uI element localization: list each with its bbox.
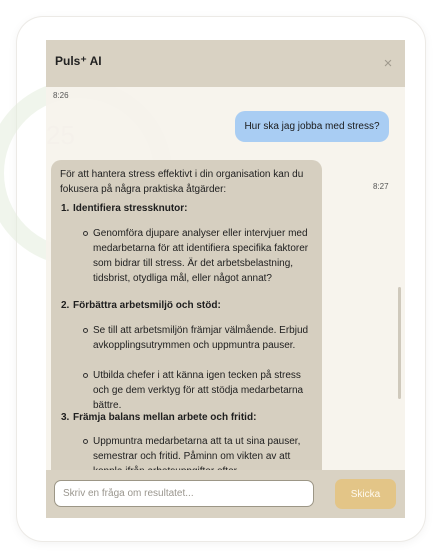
step-colon: : [184,203,188,214]
chat-input-bar [46,470,405,518]
send-button[interactable]: Skicka [335,479,396,509]
step-3-bullet-1: Uppmuntra medarbetarna att ta ut sina pauser, semestrar och fritid. Påminn om vikten av att [93,434,318,479]
step-title: Främja balans mellan arbete och fritid [73,412,254,423]
step-title: Förbättra arbetsmiljö och stöd [73,300,218,311]
chat-header [46,40,405,87]
chat-title: Puls⁺ AI [55,54,102,68]
step-number: 3. [61,412,70,423]
step-1-bullet-1: Genomföra djupare analyser eller intervjuer med medarbetarna för att identifiera specifika faktorer som bidrar till stress. Är det arbetsbelastning, tidsbrist, otydliga mål, eller något annat? [93,226,318,286]
step-colon: : [217,300,221,311]
chat-panel [46,40,405,518]
message-scrollbar[interactable] [398,287,401,399]
close-icon[interactable]: × [383,55,393,72]
step-2-bullet-1: Se till att arbetsmiljön främjar välmående. Erbjud avkopplingsutrymmen och uppmuntra pauser. [93,323,318,353]
previous-message-time: 8:26 [53,91,69,100]
step-colon: : [253,412,257,423]
message-list[interactable] [46,87,405,470]
user-message: Hur ska jag jobba med stress? [235,111,389,142]
step-title: Identifiera stressknutor [73,203,185,214]
step-3-heading [61,410,257,425]
step-1-heading [61,201,188,216]
step-number: 1. [61,203,70,214]
assistant-message [51,160,322,500]
step-2-bullet-2: Utbilda chefer i att känna igen tecken på stress och ge dem verktyg för att stödja medarbetarna bättre. [93,368,318,413]
question-input[interactable] [54,480,314,507]
step-number: 2. [61,300,70,311]
user-message-time: 8:27 [373,182,389,191]
assistant-intro: För att hantera stress effektivt i din organisation kan du fokusera på några praktiska åtgärder: [60,169,304,195]
step-2-heading [61,298,221,313]
